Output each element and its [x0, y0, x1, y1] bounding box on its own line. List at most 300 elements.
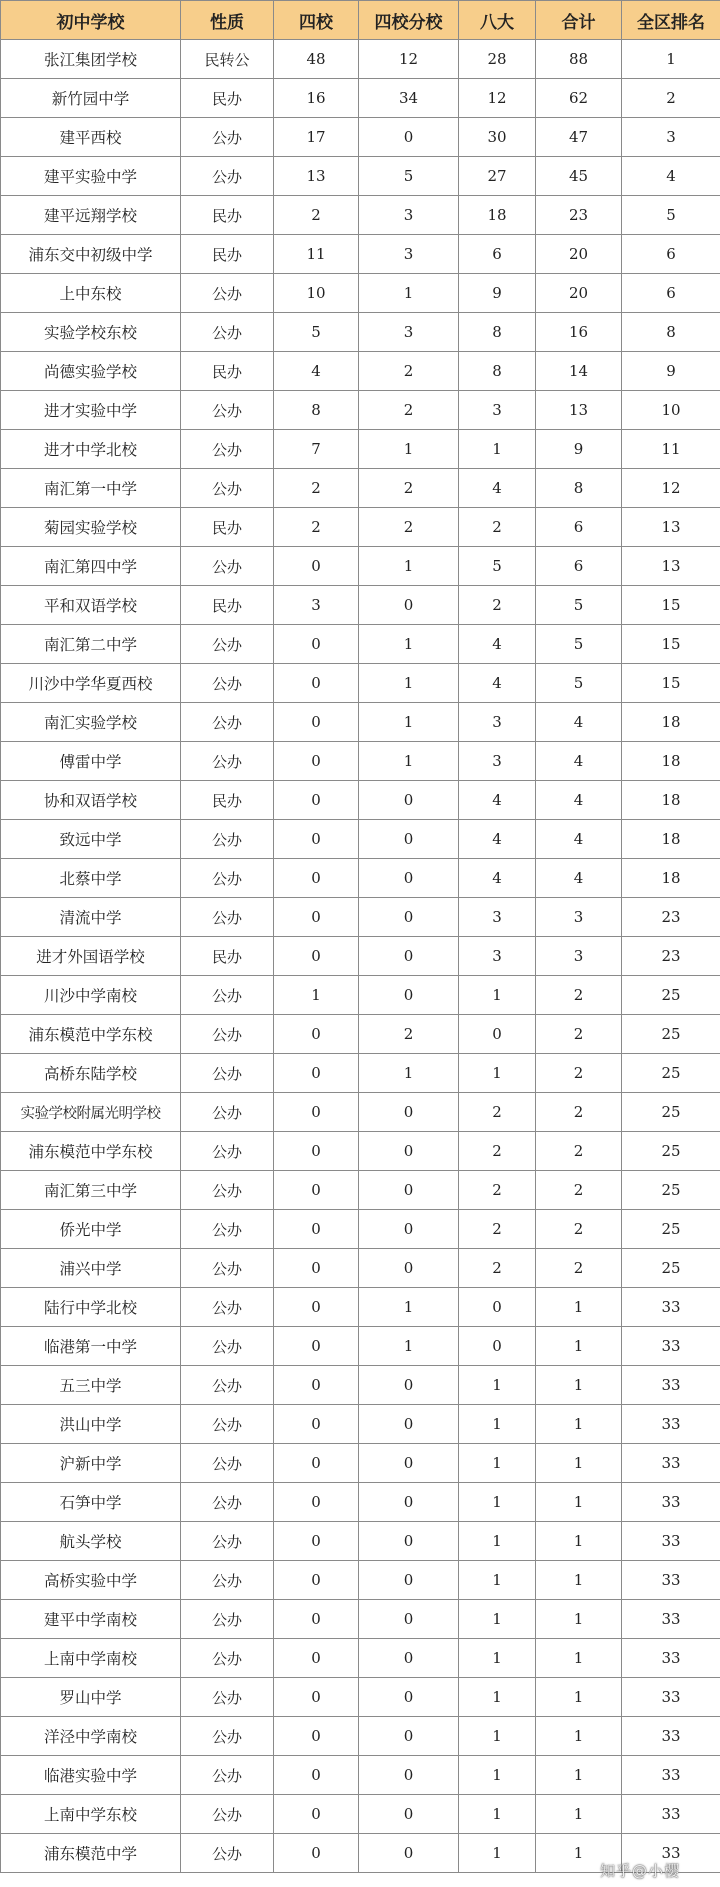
cell-type: 民办	[181, 937, 274, 976]
cell-four-schools-branch: 2	[359, 391, 459, 430]
cell-total: 2	[536, 1210, 622, 1249]
cell-eight-schools: 1	[459, 1717, 536, 1756]
cell-type: 公办	[181, 1717, 274, 1756]
cell-type: 公办	[181, 1444, 274, 1483]
header-district-rank: 全区排名	[622, 1, 720, 40]
table-row	[1, 469, 720, 508]
cell-type: 公办	[181, 469, 274, 508]
cell-eight-schools: 1	[459, 1600, 536, 1639]
cell-eight-schools: 1	[459, 1444, 536, 1483]
cell-four-schools: 0	[274, 1834, 359, 1873]
cell-type: 公办	[181, 1600, 274, 1639]
cell-school: 建平中学南校	[1, 1600, 181, 1639]
table-row	[1, 1249, 720, 1288]
cell-school: 石笋中学	[1, 1483, 181, 1522]
cell-four-schools: 0	[274, 1756, 359, 1795]
cell-four-schools: 0	[274, 1795, 359, 1834]
cell-eight-schools: 2	[459, 508, 536, 547]
cell-school: 傅雷中学	[1, 742, 181, 781]
cell-four-schools: 0	[274, 664, 359, 703]
cell-total: 2	[536, 1249, 622, 1288]
cell-four-schools: 0	[274, 1405, 359, 1444]
cell-school: 罗山中学	[1, 1678, 181, 1717]
cell-type: 公办	[181, 1093, 274, 1132]
cell-school: 菊园实验学校	[1, 508, 181, 547]
cell-four-schools: 8	[274, 391, 359, 430]
table-row	[1, 1171, 720, 1210]
cell-total: 3	[536, 898, 622, 937]
cell-eight-schools: 1	[459, 430, 536, 469]
cell-eight-schools: 4	[459, 469, 536, 508]
table-row	[1, 1717, 720, 1756]
cell-district-rank: 33	[622, 1639, 720, 1678]
cell-type: 公办	[181, 1756, 274, 1795]
cell-total: 1	[536, 1756, 622, 1795]
cell-district-rank: 33	[622, 1444, 720, 1483]
cell-four-schools: 0	[274, 1054, 359, 1093]
table-row	[1, 40, 720, 79]
cell-district-rank: 33	[622, 1678, 720, 1717]
cell-four-schools: 0	[274, 1327, 359, 1366]
cell-school: 洪山中学	[1, 1405, 181, 1444]
table-row	[1, 1795, 720, 1834]
cell-district-rank: 23	[622, 898, 720, 937]
cell-district-rank: 25	[622, 1210, 720, 1249]
cell-eight-schools: 1	[459, 1405, 536, 1444]
cell-eight-schools: 0	[459, 1288, 536, 1327]
table-row	[1, 508, 720, 547]
cell-four-schools-branch: 0	[359, 859, 459, 898]
cell-total: 4	[536, 781, 622, 820]
cell-type: 公办	[181, 1327, 274, 1366]
cell-eight-schools: 8	[459, 352, 536, 391]
cell-district-rank: 25	[622, 1054, 720, 1093]
cell-eight-schools: 1	[459, 1756, 536, 1795]
cell-school: 临港第一中学	[1, 1327, 181, 1366]
cell-school: 川沙中学南校	[1, 976, 181, 1015]
cell-type: 公办	[181, 898, 274, 937]
cell-four-schools-branch: 0	[359, 586, 459, 625]
cell-eight-schools: 2	[459, 1093, 536, 1132]
table-row	[1, 1132, 720, 1171]
cell-four-schools: 7	[274, 430, 359, 469]
cell-eight-schools: 3	[459, 937, 536, 976]
cell-eight-schools: 3	[459, 703, 536, 742]
cell-school: 南汇第二中学	[1, 625, 181, 664]
cell-total: 1	[536, 1444, 622, 1483]
table-row	[1, 586, 720, 625]
table-row	[1, 781, 720, 820]
cell-total: 47	[536, 118, 622, 157]
cell-four-schools-branch: 1	[359, 664, 459, 703]
cell-total: 6	[536, 547, 622, 586]
cell-school: 沪新中学	[1, 1444, 181, 1483]
cell-four-schools-branch: 0	[359, 937, 459, 976]
cell-total: 62	[536, 79, 622, 118]
cell-four-schools: 0	[274, 625, 359, 664]
cell-four-schools-branch: 0	[359, 1483, 459, 1522]
cell-eight-schools: 0	[459, 1327, 536, 1366]
cell-type: 公办	[181, 1639, 274, 1678]
cell-type: 公办	[181, 1561, 274, 1600]
cell-type: 公办	[181, 157, 274, 196]
table-row	[1, 1288, 720, 1327]
cell-four-schools: 0	[274, 1171, 359, 1210]
cell-total: 3	[536, 937, 622, 976]
cell-eight-schools: 2	[459, 1249, 536, 1288]
cell-type: 公办	[181, 1483, 274, 1522]
cell-school: 协和双语学校	[1, 781, 181, 820]
table-row	[1, 937, 720, 976]
cell-type: 民办	[181, 508, 274, 547]
cell-district-rank: 11	[622, 430, 720, 469]
cell-district-rank: 33	[622, 1327, 720, 1366]
cell-four-schools-branch: 0	[359, 1132, 459, 1171]
cell-school: 高桥实验中学	[1, 1561, 181, 1600]
cell-school: 侨光中学	[1, 1210, 181, 1249]
cell-district-rank: 5	[622, 196, 720, 235]
cell-four-schools: 0	[274, 1639, 359, 1678]
cell-type: 公办	[181, 430, 274, 469]
header-four-schools-branch: 四校分校	[359, 1, 459, 40]
cell-four-schools-branch: 12	[359, 40, 459, 79]
watermark: 知乎@小樱	[599, 1862, 680, 1880]
table-row	[1, 313, 720, 352]
cell-type: 公办	[181, 1678, 274, 1717]
cell-total: 20	[536, 274, 622, 313]
cell-school: 进才中学北校	[1, 430, 181, 469]
cell-school: 建平远翔学校	[1, 196, 181, 235]
cell-school: 上中东校	[1, 274, 181, 313]
cell-school: 建平西校	[1, 118, 181, 157]
header-four-schools: 四校	[274, 1, 359, 40]
cell-district-rank: 1	[622, 40, 720, 79]
cell-four-schools-branch: 0	[359, 1600, 459, 1639]
table-row	[1, 391, 720, 430]
cell-type: 公办	[181, 1795, 274, 1834]
cell-total: 1	[536, 1717, 622, 1756]
cell-total: 2	[536, 1054, 622, 1093]
cell-district-rank: 15	[622, 625, 720, 664]
cell-eight-schools: 4	[459, 625, 536, 664]
cell-four-schools-branch: 0	[359, 118, 459, 157]
cell-four-schools-branch: 0	[359, 1561, 459, 1600]
cell-type: 公办	[181, 1132, 274, 1171]
cell-district-rank: 33	[622, 1522, 720, 1561]
cell-district-rank: 25	[622, 1171, 720, 1210]
cell-four-schools: 0	[274, 1600, 359, 1639]
table-row	[1, 118, 720, 157]
cell-eight-schools: 4	[459, 781, 536, 820]
cell-district-rank: 13	[622, 547, 720, 586]
cell-four-schools-branch: 0	[359, 1405, 459, 1444]
cell-four-schools: 3	[274, 586, 359, 625]
cell-total: 23	[536, 196, 622, 235]
cell-four-schools: 11	[274, 235, 359, 274]
cell-four-schools: 0	[274, 1678, 359, 1717]
cell-four-schools-branch: 1	[359, 1288, 459, 1327]
cell-four-schools: 0	[274, 1717, 359, 1756]
cell-district-rank: 4	[622, 157, 720, 196]
cell-school: 南汇第一中学	[1, 469, 181, 508]
cell-total: 2	[536, 1171, 622, 1210]
cell-type: 公办	[181, 1015, 274, 1054]
table-row	[1, 1561, 720, 1600]
cell-school: 张江集团学校	[1, 40, 181, 79]
cell-eight-schools: 1	[459, 1483, 536, 1522]
cell-district-rank: 18	[622, 781, 720, 820]
cell-four-schools: 0	[274, 1522, 359, 1561]
cell-district-rank: 23	[622, 937, 720, 976]
cell-four-schools: 0	[274, 1483, 359, 1522]
cell-district-rank: 33	[622, 1288, 720, 1327]
cell-eight-schools: 1	[459, 1054, 536, 1093]
cell-total: 1	[536, 1366, 622, 1405]
cell-eight-schools: 1	[459, 1834, 536, 1873]
cell-four-schools: 13	[274, 157, 359, 196]
cell-type: 公办	[181, 976, 274, 1015]
cell-school: 浦东模范中学	[1, 1834, 181, 1873]
cell-eight-schools: 1	[459, 1678, 536, 1717]
header-school: 初中学校	[1, 1, 181, 40]
cell-eight-schools: 1	[459, 976, 536, 1015]
cell-four-schools: 0	[274, 1015, 359, 1054]
cell-four-schools: 1	[274, 976, 359, 1015]
cell-four-schools: 0	[274, 1132, 359, 1171]
cell-four-schools-branch: 1	[359, 547, 459, 586]
table-row	[1, 1366, 720, 1405]
table-row	[1, 1639, 720, 1678]
cell-four-schools-branch: 3	[359, 235, 459, 274]
cell-total: 9	[536, 430, 622, 469]
cell-district-rank: 33	[622, 1756, 720, 1795]
cell-school: 航头学校	[1, 1522, 181, 1561]
cell-district-rank: 33	[622, 1717, 720, 1756]
cell-district-rank: 25	[622, 976, 720, 1015]
cell-four-schools: 0	[274, 547, 359, 586]
header-total: 合计	[536, 1, 622, 40]
cell-eight-schools: 4	[459, 664, 536, 703]
cell-total: 4	[536, 859, 622, 898]
cell-district-rank: 33	[622, 1483, 720, 1522]
cell-eight-schools: 3	[459, 391, 536, 430]
cell-total: 4	[536, 703, 622, 742]
table-body	[1, 40, 720, 1873]
cell-school: 高桥东陆学校	[1, 1054, 181, 1093]
cell-total: 88	[536, 40, 622, 79]
cell-district-rank: 33	[622, 1366, 720, 1405]
cell-school: 平和双语学校	[1, 586, 181, 625]
cell-total: 45	[536, 157, 622, 196]
cell-district-rank: 6	[622, 235, 720, 274]
cell-four-schools-branch: 0	[359, 898, 459, 937]
cell-district-rank: 6	[622, 274, 720, 313]
cell-school: 川沙中学华夏西校	[1, 664, 181, 703]
cell-type: 公办	[181, 859, 274, 898]
cell-four-schools: 0	[274, 1093, 359, 1132]
cell-district-rank: 15	[622, 664, 720, 703]
table-row	[1, 1015, 720, 1054]
cell-type: 民办	[181, 79, 274, 118]
table-row	[1, 274, 720, 313]
cell-total: 1	[536, 1522, 622, 1561]
cell-type: 公办	[181, 1249, 274, 1288]
cell-four-schools: 17	[274, 118, 359, 157]
cell-four-schools-branch: 0	[359, 781, 459, 820]
cell-school: 实验学校附属光明学校	[1, 1093, 181, 1132]
cell-eight-schools: 1	[459, 1366, 536, 1405]
cell-type: 民办	[181, 196, 274, 235]
cell-type: 公办	[181, 703, 274, 742]
table-row	[1, 547, 720, 586]
cell-total: 5	[536, 664, 622, 703]
cell-school: 浦兴中学	[1, 1249, 181, 1288]
cell-school: 洋泾中学南校	[1, 1717, 181, 1756]
cell-four-schools: 0	[274, 1561, 359, 1600]
cell-school: 五三中学	[1, 1366, 181, 1405]
cell-district-rank: 25	[622, 1015, 720, 1054]
cell-four-schools-branch: 0	[359, 1639, 459, 1678]
cell-four-schools: 0	[274, 937, 359, 976]
cell-four-schools-branch: 0	[359, 1249, 459, 1288]
cell-four-schools-branch: 2	[359, 508, 459, 547]
cell-eight-schools: 1	[459, 1561, 536, 1600]
cell-school: 北蔡中学	[1, 859, 181, 898]
cell-total: 1	[536, 1795, 622, 1834]
cell-four-schools-branch: 0	[359, 1093, 459, 1132]
cell-eight-schools: 1	[459, 1795, 536, 1834]
cell-type: 公办	[181, 742, 274, 781]
cell-four-schools-branch: 0	[359, 1171, 459, 1210]
cell-district-rank: 18	[622, 742, 720, 781]
cell-four-schools-branch: 0	[359, 976, 459, 1015]
table-row	[1, 703, 720, 742]
cell-school: 南汇第三中学	[1, 1171, 181, 1210]
cell-four-schools-branch: 0	[359, 820, 459, 859]
cell-eight-schools: 3	[459, 742, 536, 781]
cell-four-schools: 2	[274, 469, 359, 508]
cell-total: 2	[536, 976, 622, 1015]
cell-eight-schools: 0	[459, 1015, 536, 1054]
cell-type: 民办	[181, 586, 274, 625]
cell-district-rank: 2	[622, 79, 720, 118]
cell-total: 1	[536, 1288, 622, 1327]
cell-district-rank: 9	[622, 352, 720, 391]
cell-total: 2	[536, 1093, 622, 1132]
cell-school: 浦东模范中学东校	[1, 1132, 181, 1171]
cell-school: 上南中学东校	[1, 1795, 181, 1834]
table-row	[1, 1600, 720, 1639]
cell-total: 5	[536, 586, 622, 625]
cell-district-rank: 33	[622, 1600, 720, 1639]
cell-eight-schools: 3	[459, 898, 536, 937]
cell-four-schools-branch: 0	[359, 1444, 459, 1483]
cell-total: 1	[536, 1600, 622, 1639]
table-row	[1, 1522, 720, 1561]
cell-school: 致远中学	[1, 820, 181, 859]
cell-district-rank: 3	[622, 118, 720, 157]
table-row	[1, 352, 720, 391]
cell-eight-schools: 28	[459, 40, 536, 79]
cell-eight-schools: 4	[459, 859, 536, 898]
cell-four-schools-branch: 2	[359, 352, 459, 391]
cell-eight-schools: 5	[459, 547, 536, 586]
cell-four-schools: 48	[274, 40, 359, 79]
cell-four-schools-branch: 0	[359, 1678, 459, 1717]
table-row	[1, 235, 720, 274]
cell-type: 民办	[181, 781, 274, 820]
cell-four-schools: 0	[274, 820, 359, 859]
cell-four-schools-branch: 0	[359, 1366, 459, 1405]
cell-type: 公办	[181, 547, 274, 586]
cell-total: 16	[536, 313, 622, 352]
cell-four-schools-branch: 1	[359, 1327, 459, 1366]
table-row	[1, 79, 720, 118]
cell-district-rank: 13	[622, 508, 720, 547]
table-row	[1, 1834, 720, 1873]
cell-eight-schools: 1	[459, 1522, 536, 1561]
cell-eight-schools: 18	[459, 196, 536, 235]
cell-total: 1	[536, 1483, 622, 1522]
cell-type: 公办	[181, 274, 274, 313]
cell-district-rank: 25	[622, 1249, 720, 1288]
cell-type: 公办	[181, 1366, 274, 1405]
cell-total: 1	[536, 1639, 622, 1678]
cell-four-schools-branch: 2	[359, 469, 459, 508]
cell-four-schools: 0	[274, 898, 359, 937]
cell-four-schools-branch: 1	[359, 1054, 459, 1093]
cell-school: 浦东交中初级中学	[1, 235, 181, 274]
cell-total: 1	[536, 1678, 622, 1717]
cell-four-schools: 16	[274, 79, 359, 118]
cell-type: 公办	[181, 391, 274, 430]
cell-eight-schools: 30	[459, 118, 536, 157]
cell-district-rank: 33	[622, 1561, 720, 1600]
cell-total: 1	[536, 1561, 622, 1600]
cell-four-schools-branch: 0	[359, 1522, 459, 1561]
cell-school: 进才外国语学校	[1, 937, 181, 976]
cell-school: 实验学校东校	[1, 313, 181, 352]
cell-four-schools-branch: 5	[359, 157, 459, 196]
cell-district-rank: 33	[622, 1405, 720, 1444]
cell-four-schools-branch: 0	[359, 1795, 459, 1834]
cell-type: 民转公	[181, 40, 274, 79]
cell-four-schools: 0	[274, 1288, 359, 1327]
table-row	[1, 196, 720, 235]
cell-eight-schools: 2	[459, 1171, 536, 1210]
cell-four-schools: 10	[274, 274, 359, 313]
table-row	[1, 625, 720, 664]
cell-district-rank: 18	[622, 820, 720, 859]
table-row	[1, 820, 720, 859]
cell-total: 13	[536, 391, 622, 430]
cell-type: 公办	[181, 1054, 274, 1093]
cell-four-schools-branch: 0	[359, 1717, 459, 1756]
cell-district-rank: 33	[622, 1795, 720, 1834]
cell-total: 4	[536, 820, 622, 859]
cell-total: 20	[536, 235, 622, 274]
cell-district-rank: 10	[622, 391, 720, 430]
table-row	[1, 976, 720, 1015]
cell-four-schools-branch: 1	[359, 430, 459, 469]
cell-type: 民办	[181, 235, 274, 274]
cell-type: 公办	[181, 118, 274, 157]
cell-eight-schools: 27	[459, 157, 536, 196]
cell-four-schools: 0	[274, 1444, 359, 1483]
cell-four-schools-branch: 1	[359, 742, 459, 781]
cell-four-schools-branch: 3	[359, 313, 459, 352]
cell-type: 公办	[181, 1522, 274, 1561]
